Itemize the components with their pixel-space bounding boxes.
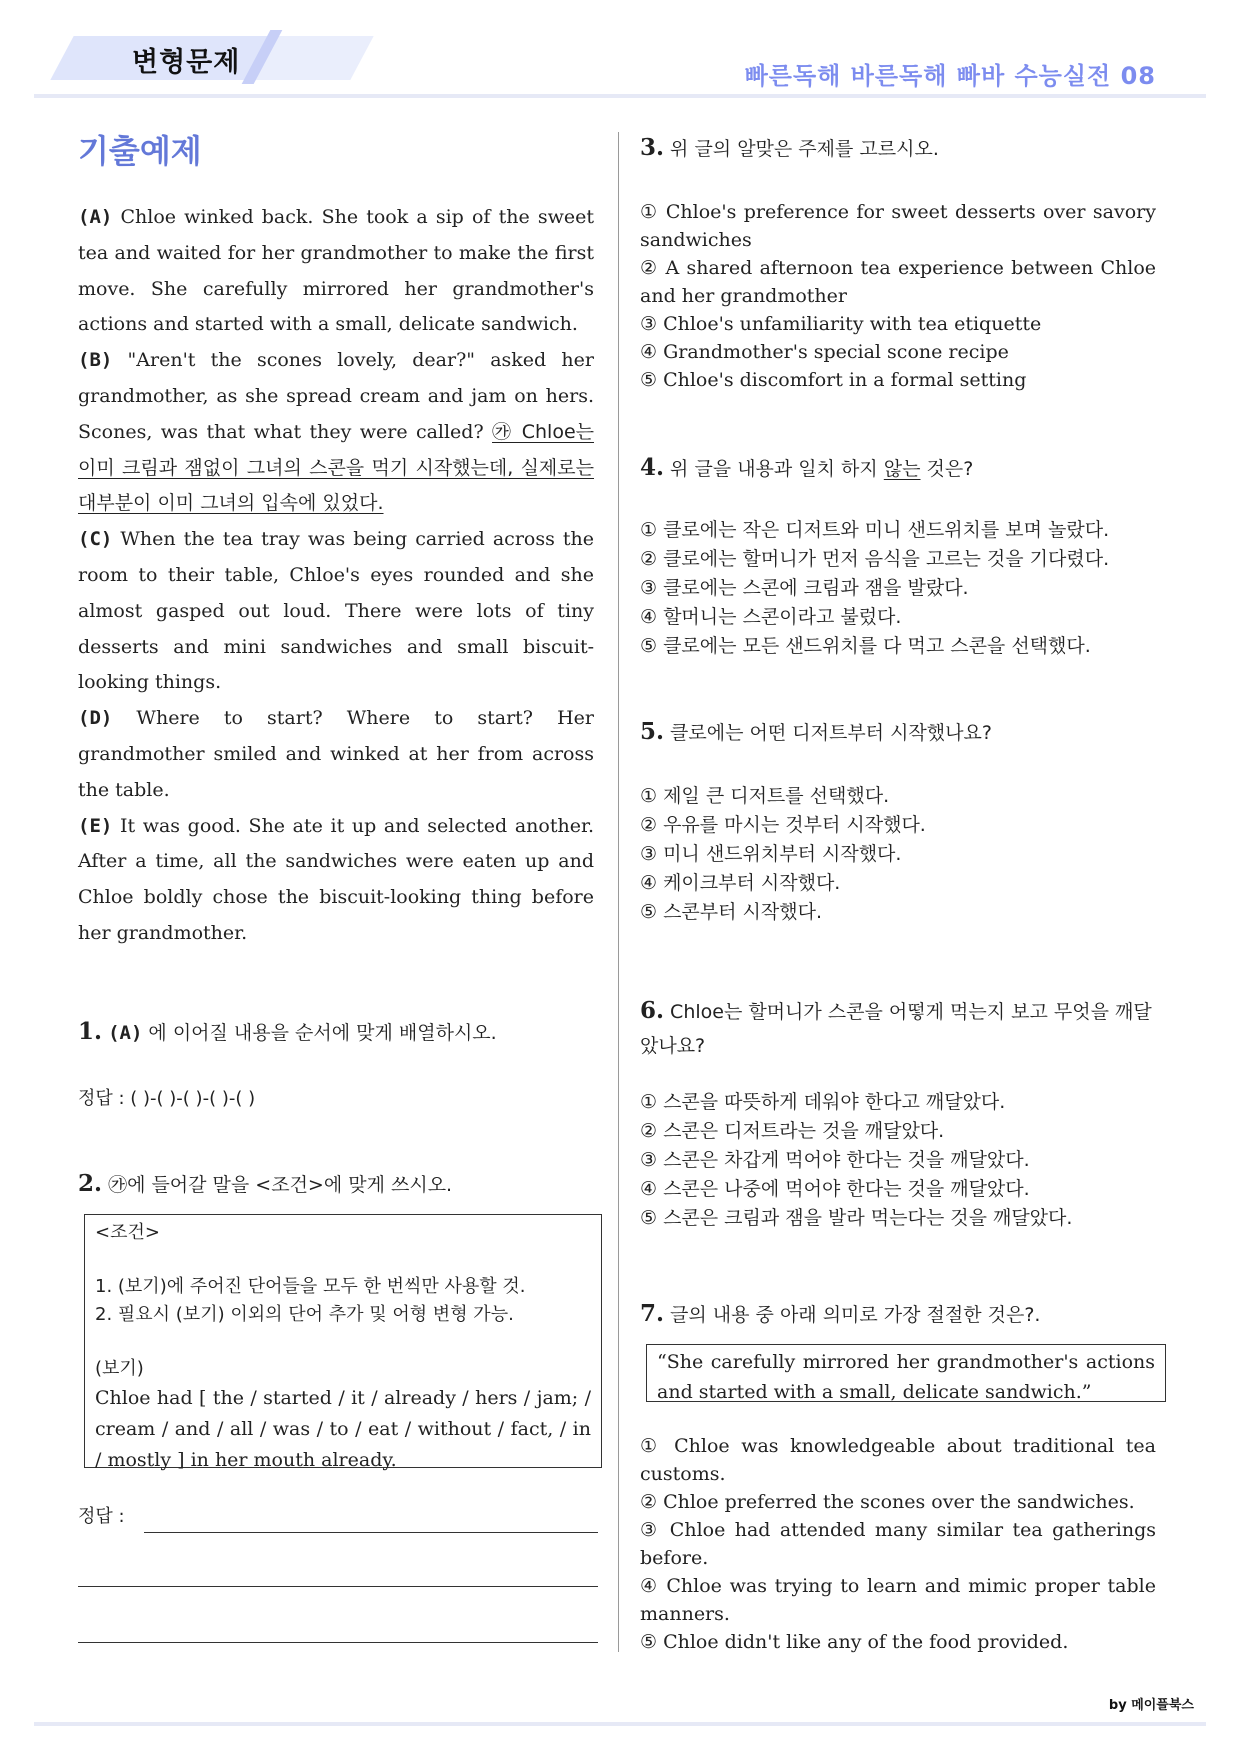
quote-box: “She carefully mirrored her grandmother's actions and started with a small, delicate sandwich.” [646,1344,1166,1402]
question-5-options [640,782,1156,927]
option[interactable]: ④ 스콘은 나중에 먹어야 한다는 것을 깨달았다. [640,1178,1030,1200]
paragraph-text: When the tea tray was being carried across the room to their table, Chloe's eyes rounded and she almost gasped out loud. There were lots of tiny desserts and mini sandwiches and small biscuit-looking things. [78,528,594,694]
header-label: 변형문제 [132,47,241,78]
header-title: 빠른독해 바른독해 빠바 수능실전 08 [744,62,1156,90]
paragraph-text: Where to start? Where to start? Her grandmother smiled and winked at her from across the table. [78,707,594,801]
paragraph-c [78,522,594,701]
spacer [95,1247,591,1273]
question-5 [640,718,1156,745]
paragraph-e [78,809,594,952]
footer-publisher: by 메이플북스 [1108,1698,1194,1713]
header-divider [34,94,1206,98]
question-number: 6. [640,997,665,1024]
question-number: 2. [78,1170,103,1197]
question-4 [640,454,1156,481]
option[interactable]: ② A shared afternoon tea experience between Chloe and her grandmother [640,257,1156,307]
option[interactable]: ④ 케이크부터 시작했다. [640,872,841,894]
question-7 [640,1300,1156,1327]
paragraph-label: (D) [78,707,113,730]
reading-passage [78,200,594,952]
question-2-answer-label: 정답 : [78,1506,125,1527]
option[interactable]: ④ Chloe was trying to learn and mimic proper table manners. [640,1575,1156,1625]
option[interactable]: ① 스콘을 따뜻하게 데워야 한다고 깨달았다. [640,1091,1006,1113]
option[interactable]: ③ 클로에는 스콘에 크림과 잼을 발랐다. [640,577,969,599]
question-text: 것은? [920,458,974,480]
paragraph-label: (A) [78,206,113,228]
underlined-blank-sentence: ㉮ Chloe는 이미 크림과 잼없이 그녀의 스콘을 먹기 시작했는데, 실제로는 대부분이 이미 그녀의 입속에 있었다. [78,420,594,515]
paragraph-b [78,343,594,522]
bogi-title: (보기) [95,1358,144,1379]
bogi-words: Chloe had [ the / started / it / already / hers / jam; / cream / and / all / was / to / eat / without / fact, / in / mostly ] in her mouth already. [95,1387,591,1471]
paragraph-label: (E) [78,814,113,837]
option[interactable]: ③ 스콘은 차갑게 먹어야 한다는 것을 깨달았다. [640,1149,1030,1171]
conditions-box [84,1214,602,1471]
spacer [95,1329,591,1355]
option[interactable]: ⑤ Chloe's discomfort in a formal setting [640,369,1027,391]
option[interactable]: ⑤ Chloe didn't like any of the food provided. [640,1631,1069,1653]
question-text: 위 글의 알맞은 주제를 고르시오. [664,138,939,160]
question-text-emphasis: 않는 [883,458,921,480]
option[interactable]: ② 클로에는 할머니가 먼저 음식을 고르는 것을 기다렸다. [640,548,1110,570]
question-text: 에 이어질 내용을 순서에 맞게 배열하시오. [142,1022,497,1044]
option[interactable]: ① 클로에는 작은 디저트와 미니 샌드위치를 보며 놀랐다. [640,519,1110,541]
answer-line[interactable] [144,1532,598,1533]
option[interactable]: ⑤ 스콘은 크림과 잼을 발라 먹는다는 것을 깨달았다. [640,1207,1073,1229]
question-text: 위 글을 내용과 일치 하지 [664,458,884,480]
column-divider [618,132,619,1652]
question-1-answer-blanks[interactable]: 정답 : ( )-( )-( )-( )-( ) [78,1088,256,1109]
option[interactable]: ③ Chloe's unfamiliarity with tea etiquette [640,313,1042,335]
option[interactable]: ④ Grandmother's special scone recipe [640,341,1009,363]
section-title: 기출예제 [78,132,202,170]
question-6 [640,994,1156,1063]
paragraph-label: (C) [78,528,113,551]
option[interactable]: ③ Chloe had attended many similar tea gatherings before. [640,1519,1156,1569]
option[interactable]: ④ 할머니는 스콘이라고 불렀다. [640,606,902,628]
question-3 [640,134,1156,161]
paragraph-a [78,200,594,343]
paragraph-ref: (A) [108,1022,143,1044]
option[interactable]: ① 제일 큰 디저트를 선택했다. [640,785,890,807]
question-text: 글의 내용 중 아래 의미로 가장 절절한 것은?. [664,1304,1041,1326]
question-2 [78,1170,452,1197]
question-number: 4. [640,454,665,481]
option[interactable]: ③ 미니 샌드위치부터 시작했다. [640,843,902,865]
option[interactable]: ⑤ 스콘부터 시작했다. [640,901,822,923]
condition-2: 2. 필요시 (보기) 이외의 단어 추가 및 어형 변형 가능. [95,1304,514,1325]
question-6-options [640,1088,1156,1233]
question-1 [78,1018,497,1045]
answer-line[interactable] [78,1642,598,1643]
question-number: 5. [640,718,665,745]
question-text: ㉮에 들어갈 말을 <조건>에 맞게 쓰시오. [108,1174,453,1196]
question-number: 7. [640,1300,665,1327]
option[interactable]: ② 스콘은 디저트라는 것을 깨달았다. [640,1120,945,1142]
paragraph-text: It was good. She ate it up and selected another. After a time, all the sandwiches were eaten up and Chloe boldly chose the biscuit-looking thing before her grandmother. [78,814,594,944]
paragraph-text: Chloe winked back. She took a sip of the sweet tea and waited for her grandmother to make the first move. She carefully mirrored her grandmother's actions and started with a small, delicate sandwich. [78,206,594,336]
option[interactable]: ② 우유를 마시는 것부터 시작했다. [640,814,926,836]
option[interactable]: ② Chloe preferred the scones over the sandwiches. [640,1491,1135,1513]
answer-line[interactable] [78,1586,598,1587]
conditions-title: <조건> [95,1222,160,1243]
question-3-options [640,198,1156,394]
question-text: Chloe는 할머니가 스콘을 어떻게 먹는지 보고 무엇을 깨달았나요? [640,1001,1152,1057]
option[interactable]: ① Chloe was knowledgeable about traditional tea customs. [640,1435,1156,1485]
condition-1: 1. (보기)에 주어진 단어들을 모두 한 번씩만 사용할 것. [95,1276,526,1297]
question-number: 3. [640,134,665,161]
paragraph-label: (B) [78,349,113,372]
paragraph-d [78,701,594,808]
option[interactable]: ① Chloe's preference for sweet desserts over savory sandwiches [640,201,1156,251]
question-number: 1. [78,1018,103,1045]
footer-divider [34,1722,1206,1726]
option[interactable]: ⑤ 클로에는 모든 샌드위치를 다 먹고 스콘을 선택했다. [640,635,1091,657]
paragraph-text: "Aren't the scones lovely, dear?" asked her grandmother, as she spread cream and jam on hers. Scones, was that what they were called? [78,349,594,443]
question-text: 클로에는 어떤 디저트부터 시작했나요? [664,722,992,744]
question-4-options [640,516,1156,661]
question-7-options [640,1432,1156,1656]
